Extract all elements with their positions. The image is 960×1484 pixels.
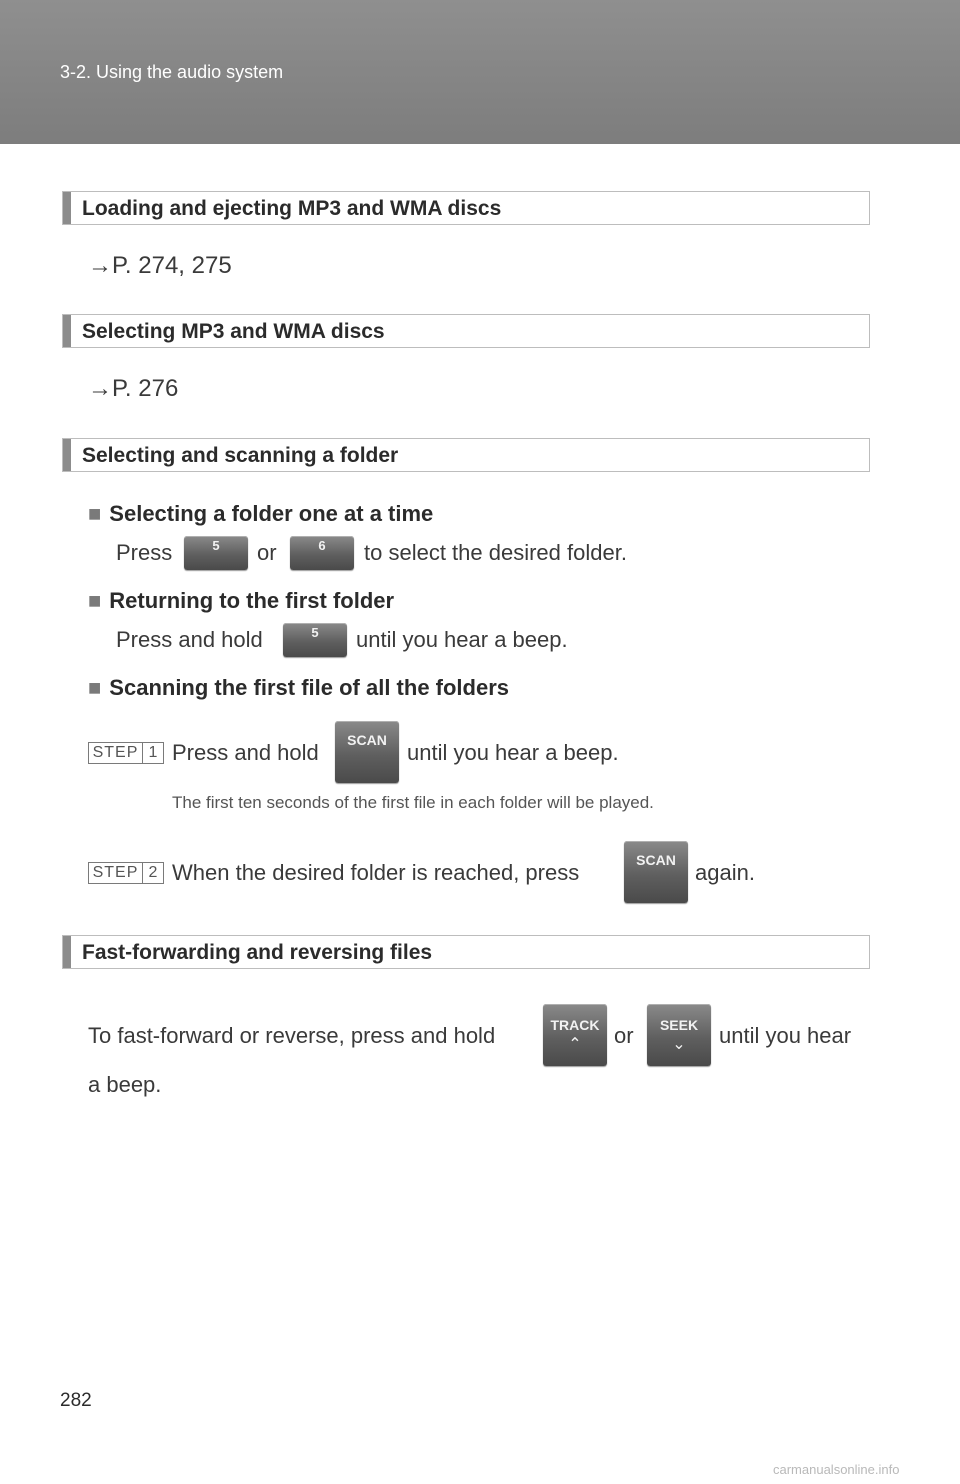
preset-5-button-icon: 5 <box>184 536 248 570</box>
step-text: until you hear a beep. <box>407 740 619 765</box>
sub-heading-scanning: ■ Scanning the first file of all the folders <box>88 675 510 700</box>
page-number: 282 <box>60 1390 92 1411</box>
step-text: again. <box>695 860 755 885</box>
step-text: When the desired folder is reached, press <box>172 860 580 885</box>
track-button-icon: TRACK ⌃ <box>543 1004 607 1066</box>
heading-bar <box>63 936 71 968</box>
instruction-text: to select the desired folder. <box>364 540 627 565</box>
heading-bar <box>63 315 71 347</box>
page-reference[interactable]: →P. 276 <box>88 375 179 402</box>
instruction-text: or <box>257 540 277 565</box>
sub-heading-select-folder: ■ Selecting a folder one at a time <box>88 501 434 526</box>
instruction-text: Press and hold <box>116 627 263 652</box>
bullet-square-icon: ■ <box>88 588 102 613</box>
section-title: Selecting and scanning a folder <box>82 444 399 467</box>
step-note: The first ten seconds of the first file in each folder will be played. <box>172 793 654 812</box>
watermark: carmanualsonline.info <box>773 1462 900 1477</box>
seek-button-icon: SEEK ⌄ <box>647 1004 711 1066</box>
breadcrumb: 3-2. Using the audio system <box>60 62 284 82</box>
bullet-square-icon: ■ <box>88 501 102 526</box>
scan-button-icon: SCAN <box>335 721 399 783</box>
section-heading-folder <box>62 438 870 472</box>
section-title: Loading and ejecting MP3 and WMA discs <box>82 197 502 220</box>
instruction-text: To fast-forward or reverse, press and hold <box>88 1023 496 1048</box>
step-badge: STEP 1 <box>88 742 164 764</box>
instruction-text: Press <box>116 540 173 565</box>
instruction-text: a beep. <box>88 1072 162 1097</box>
instruction-text: or <box>614 1023 634 1048</box>
instruction-text: until you hear <box>719 1023 852 1048</box>
scan-button-icon: SCAN <box>624 841 688 903</box>
heading-bar <box>63 439 71 471</box>
section-heading-fast-forward <box>62 935 870 969</box>
chevron-up-icon: ⌃ <box>568 1036 582 1053</box>
sub-heading-first-folder: ■ Returning to the first folder <box>88 588 395 613</box>
section-title: Fast-forwarding and reversing files <box>82 941 433 964</box>
instruction-text: until you hear a beep. <box>356 627 568 652</box>
preset-5-button-icon: 5 <box>283 623 347 657</box>
heading-bar <box>63 192 71 224</box>
section-title: Selecting MP3 and WMA discs <box>82 320 385 343</box>
preset-6-button-icon: 6 <box>290 536 354 570</box>
chevron-down-icon: ⌄ <box>672 1036 686 1053</box>
step-badge: STEP 2 <box>88 862 164 884</box>
bullet-square-icon: ■ <box>88 675 102 700</box>
section-heading-loading <box>62 191 870 225</box>
page-reference[interactable]: →P. 274, 275 <box>88 252 232 279</box>
section-heading-selecting-discs <box>62 314 870 348</box>
step-text: Press and hold <box>172 740 319 765</box>
